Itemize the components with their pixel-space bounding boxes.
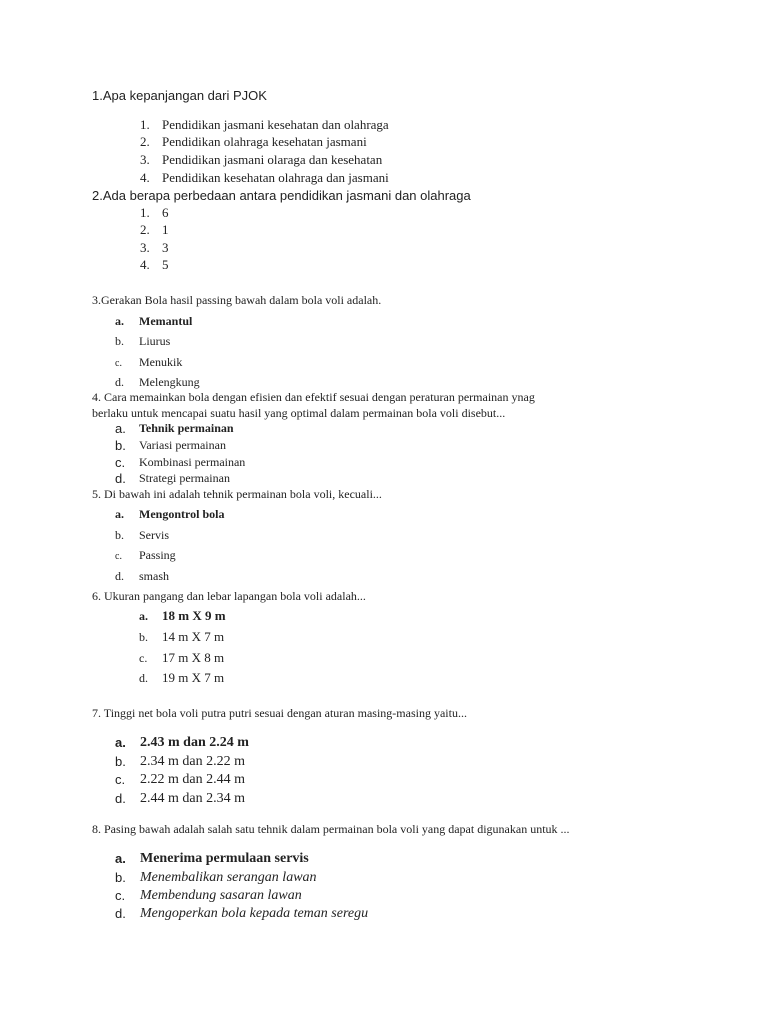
option-marker: 2.	[140, 134, 150, 149]
question-4-line-1: 4. Cara memainkan bola dengan efisien dan efektif sesuai dengan peraturan permainan ynag	[92, 390, 535, 404]
option-marker: 1.	[140, 117, 150, 132]
option-3-d	[115, 375, 200, 390]
option-1-3	[140, 152, 383, 168]
option-2-4	[140, 257, 169, 273]
option-marker: c.	[115, 455, 126, 470]
option-marker: a.	[115, 507, 124, 521]
option-text: Strategi permainan	[139, 471, 230, 485]
option-marker: a.	[115, 735, 126, 750]
option-marker: a.	[115, 851, 126, 866]
option-marker: 1.	[140, 205, 150, 220]
option-7-b	[115, 754, 245, 771]
option-text: Memantul	[139, 314, 193, 328]
option-6-b	[139, 629, 225, 645]
option-6-a	[139, 608, 226, 624]
option-marker: 4.	[140, 257, 150, 272]
option-2-3	[140, 240, 169, 256]
option-6-c	[139, 650, 225, 666]
option-3-c	[115, 355, 183, 370]
option-text: 2.34 m dan 2.22 m	[140, 754, 245, 769]
option-text: Tehnik permainan	[139, 421, 234, 435]
option-text: 2.22 m dan 2.44 m	[140, 772, 245, 787]
option-5-a	[115, 507, 225, 522]
option-text: 17 m X 8 m	[162, 650, 225, 665]
option-text: Mengontrol bola	[139, 507, 225, 521]
option-text: Pendidikan jasmani kesehatan dan olahraga	[162, 117, 389, 132]
option-7-d	[115, 791, 245, 808]
option-marker: a.	[139, 609, 148, 623]
option-marker: c.	[115, 772, 126, 787]
option-text: Menukik	[139, 355, 183, 369]
question-5: 5. Di bawah ini adalah tehnik permainan bola voli, kecuali...	[92, 487, 382, 501]
option-8-a	[115, 851, 309, 868]
option-text: Membendung sasaran lawan	[140, 888, 302, 903]
option-text: Pendidikan kesehatan olahraga dan jasmani	[162, 170, 389, 185]
option-text: 3	[162, 240, 169, 255]
option-8-c	[115, 888, 302, 905]
option-1-1	[140, 117, 389, 133]
option-4-d	[115, 471, 230, 487]
option-text: Liurus	[139, 334, 171, 348]
option-3-b	[115, 334, 171, 349]
option-marker: b.	[115, 334, 124, 348]
option-text: 2.43 m dan 2.24 m	[140, 735, 249, 750]
question-2: 2.Ada berapa perbedaan antara pendidikan jasmani dan olahraga	[92, 188, 471, 203]
option-marker: c.	[139, 651, 148, 665]
option-marker: d.	[115, 906, 126, 921]
option-marker: 3.	[140, 152, 150, 167]
option-1-4	[140, 170, 389, 186]
option-5-d	[115, 569, 169, 584]
option-6-d	[139, 670, 225, 686]
option-marker: d.	[115, 791, 126, 806]
option-7-a	[115, 735, 249, 752]
option-marker: c.	[115, 358, 122, 369]
option-text: 19 m X 7 m	[162, 670, 225, 685]
question-4-line-2: berlaku untuk mencapai suatu hasil yang optimal dalam permainan bola voli disebut...	[92, 406, 506, 420]
option-text: Kombinasi permainan	[139, 455, 246, 469]
option-marker: 4.	[140, 170, 150, 185]
option-marker: c.	[115, 888, 126, 903]
question-3: 3.Gerakan Bola hasil passing bawah dalam bola voli adalah.	[92, 293, 382, 307]
option-marker: b.	[115, 528, 124, 542]
option-text: Passing	[139, 548, 176, 562]
option-marker: d.	[115, 471, 126, 486]
option-3-a	[115, 314, 193, 329]
option-4-c	[115, 455, 246, 471]
option-7-c	[115, 772, 245, 789]
option-text: 2.44 m dan 2.34 m	[140, 791, 245, 806]
option-marker: b.	[115, 438, 126, 453]
option-text: 6	[162, 205, 169, 220]
option-text: Menerima permulaan servis	[140, 851, 309, 866]
option-text: Menembalikan serangan lawan	[140, 870, 317, 885]
option-2-1	[140, 205, 169, 221]
option-marker: a.	[115, 421, 126, 436]
option-marker: b.	[139, 630, 148, 644]
option-text: Pendidikan olahraga kesehatan jasmani	[162, 134, 367, 149]
option-5-c	[115, 548, 176, 563]
option-marker: c.	[115, 551, 122, 562]
question-6: 6. Ukuran pangang dan lebar lapangan bola voli adalah...	[92, 589, 366, 603]
option-marker: b.	[115, 754, 126, 769]
option-1-2	[140, 134, 367, 150]
option-text: smash	[139, 569, 169, 583]
option-5-b	[115, 528, 169, 543]
option-marker: 2.	[140, 222, 150, 237]
option-8-b	[115, 870, 317, 887]
option-4-a	[115, 421, 234, 437]
option-marker: 3.	[140, 240, 150, 255]
option-text: Mengoperkan bola kepada teman seregu	[140, 906, 369, 921]
option-text: 5	[162, 257, 169, 272]
option-marker: b.	[115, 870, 126, 885]
option-text: Servis	[139, 528, 169, 542]
option-text: Melengkung	[139, 375, 200, 389]
question-8: 8. Pasing bawah adalah salah satu tehnik dalam permainan bola voli yang dapat digunakan untuk ...	[92, 822, 570, 836]
option-marker: d.	[115, 569, 124, 583]
option-text: 1	[162, 222, 169, 237]
question-7: 7. Tinggi net bola voli putra putri sesuai dengan aturan masing-masing yaitu...	[92, 706, 467, 720]
option-text: 14 m X 7 m	[162, 629, 225, 644]
option-marker: a.	[115, 314, 124, 328]
option-text: 18 m X 9 m	[162, 608, 226, 623]
question-1: 1.Apa kepanjangan dari PJOK	[92, 88, 267, 103]
option-text: Variasi permainan	[139, 438, 226, 452]
option-8-d	[115, 906, 369, 923]
option-marker: d.	[115, 375, 124, 389]
option-marker: d.	[139, 671, 148, 685]
option-text: Pendidikan jasmani olaraga dan kesehatan	[162, 152, 383, 167]
option-4-b	[115, 438, 226, 454]
option-2-2	[140, 222, 169, 238]
